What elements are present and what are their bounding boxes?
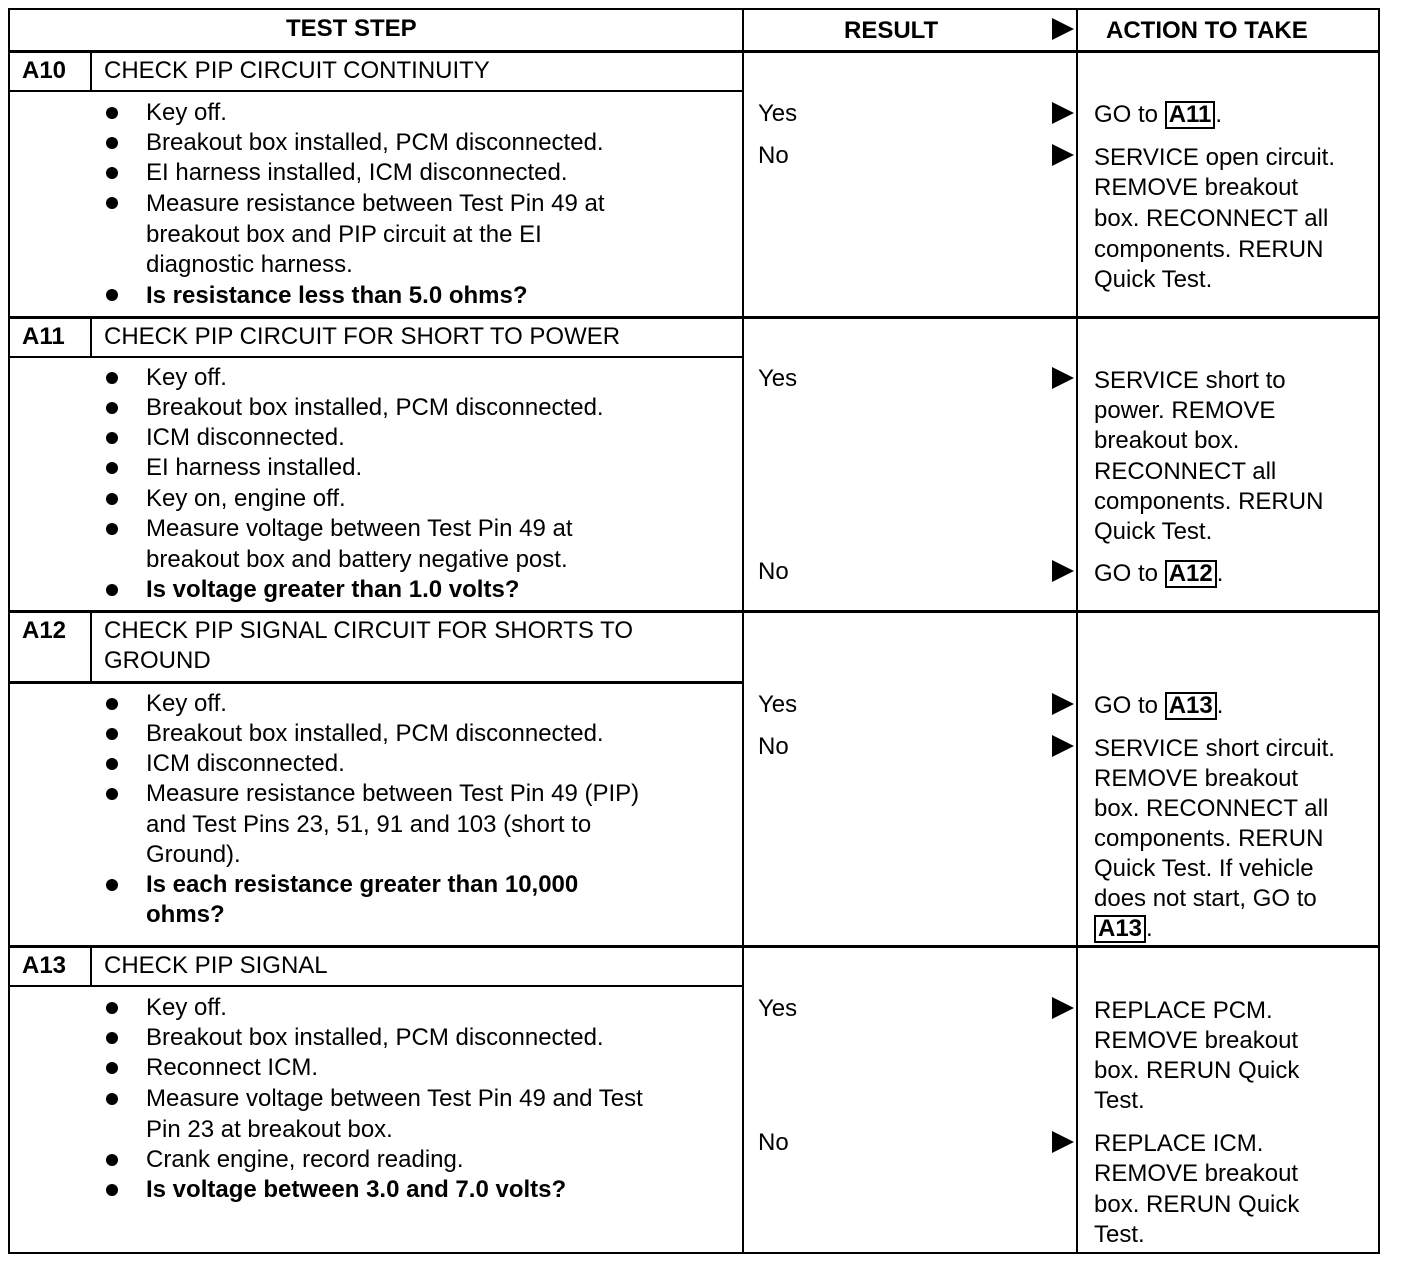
a12-action-no-line-1: SERVICE short circuit. (1094, 735, 1335, 762)
a11-action-no (1094, 559, 1223, 589)
a11-step-id: A11 (22, 323, 65, 350)
go-to-label: GO to (1094, 560, 1165, 587)
bullet-icon (106, 107, 118, 119)
a10-step-id: A10 (22, 57, 67, 84)
a13-bullet-4-line-1: Measure voltage between Test Pin 49 and Test (146, 1085, 643, 1112)
a12-title-underline (8, 681, 743, 684)
a12-action-no-line-6: does not start, GO to (1094, 885, 1317, 912)
bullet-icon (106, 879, 118, 891)
a13-id-divider (90, 947, 92, 987)
a12-yes-arrow-icon (1052, 693, 1074, 715)
a11-yes-arrow-icon (1052, 367, 1074, 389)
step-ref-a13[interactable]: A13 (1094, 915, 1146, 943)
a10-bullet-3: EI harness installed, ICM disconnected. (146, 159, 568, 186)
a10-bullet-2: Breakout box installed, PCM disconnected. (146, 129, 604, 156)
a13-bullet-1: Key off. (146, 994, 227, 1021)
a13-action-no-line-2: REMOVE breakout (1094, 1160, 1299, 1187)
a13-step-id: A13 (22, 952, 67, 979)
a11-question: Is voltage greater than 1.0 volts? (146, 576, 520, 603)
bullet-icon (106, 197, 118, 209)
bullet-icon (106, 402, 118, 414)
a11-bullet-6-line-2: breakout box and battery negative post. (146, 546, 568, 573)
a13-action-yes-line-4: Test. (1094, 1087, 1145, 1114)
header-arrow-icon (1052, 18, 1074, 40)
bullet-icon (106, 698, 118, 710)
table-border-right (1378, 8, 1380, 1254)
a12-bullet-2: Breakout box installed, PCM disconnected. (146, 720, 604, 747)
bullet-icon (106, 1154, 118, 1166)
a10-action-no-line-3: box. RECONNECT all (1094, 205, 1329, 232)
a12-action-no-line-2: REMOVE breakout (1094, 765, 1299, 792)
table-border-top (8, 8, 1380, 10)
bullet-icon (106, 758, 118, 770)
a10-result-yes: Yes (758, 100, 798, 127)
a10-id-divider (90, 52, 92, 92)
a10-action-no-line-4: components. RERUN (1094, 236, 1324, 263)
bullet-icon (106, 167, 118, 179)
bullet-icon (106, 462, 118, 474)
header-result: RESULT (844, 17, 939, 44)
a13-no-arrow-icon (1052, 1131, 1074, 1153)
a12-action-no-line-4: components. RERUN (1094, 825, 1324, 852)
go-to-label: GO to (1094, 692, 1165, 719)
a10-result-no: No (758, 142, 789, 169)
a10-action-no-line-2: REMOVE breakout (1094, 174, 1299, 201)
a11-bullet-1: Key off. (146, 364, 227, 391)
a13-yes-arrow-icon (1052, 997, 1074, 1019)
a11-action-yes-line-4: RECONNECT all (1094, 458, 1277, 485)
bullet-icon (106, 1184, 118, 1196)
a12-action-no-ref (1094, 914, 1153, 944)
a12-no-arrow-icon (1052, 735, 1074, 757)
go-to-label: GO to (1094, 101, 1165, 128)
a13-action-no-line-3: box. RERUN Quick (1094, 1191, 1300, 1218)
a10-action-no-line-1: SERVICE open circuit. (1094, 144, 1335, 171)
header-action: ACTION TO TAKE (1106, 17, 1308, 44)
period: . (1215, 101, 1223, 128)
bullet-icon (106, 584, 118, 596)
a11-bullet-6-line-1: Measure voltage between Test Pin 49 at (146, 515, 573, 542)
a10-yes-arrow-icon (1052, 102, 1074, 124)
column-divider-result (742, 8, 744, 1254)
a11-bullet-5: Key on, engine off. (146, 485, 346, 512)
a11-bullet-2: Breakout box installed, PCM disconnected. (146, 394, 604, 421)
step-ref-a13[interactable]: A13 (1165, 692, 1217, 720)
period: . (1216, 560, 1224, 587)
a13-action-no-line-1: REPLACE ICM. (1094, 1130, 1264, 1157)
a12-bullet-4-line-1: Measure resistance between Test Pin 49 (PIP) (146, 780, 640, 807)
a10-bullet-4-line-1: Measure resistance between Test Pin 49 at (146, 190, 605, 217)
a13-result-no: No (758, 1129, 789, 1156)
a12-question-line-1: Is each resistance greater than 10,000 (146, 871, 579, 898)
a11-title-underline (8, 356, 743, 358)
a13-bullet-4-line-2: Pin 23 at breakout box. (146, 1116, 393, 1143)
period: . (1146, 915, 1153, 942)
a12-bullet-4-line-3: Ground). (146, 841, 241, 868)
a11-bullet-3: ICM disconnected. (146, 424, 345, 451)
a11-action-yes-line-1: SERVICE short to (1094, 367, 1286, 394)
bullet-icon (106, 289, 118, 301)
bullet-icon (106, 523, 118, 535)
a13-action-yes-line-3: box. RERUN Quick (1094, 1057, 1300, 1084)
a10-bullet-4-line-2: breakout box and PIP circuit at the EI (146, 221, 542, 248)
section-divider-a11 (8, 316, 1380, 319)
a10-step-title: CHECK PIP CIRCUIT CONTINUITY (104, 57, 490, 84)
a11-action-yes-line-3: breakout box. (1094, 427, 1240, 454)
a11-action-yes-line-2: power. REMOVE (1094, 397, 1276, 424)
a13-question: Is voltage between 3.0 and 7.0 volts? (146, 1176, 567, 1203)
a13-title-underline (8, 985, 743, 987)
a11-no-arrow-icon (1052, 560, 1074, 582)
bullet-icon (106, 432, 118, 444)
a12-action-no-line-5: Quick Test. If vehicle (1094, 855, 1314, 882)
a12-action-yes (1094, 691, 1223, 721)
section-divider-a13 (8, 945, 1380, 948)
a12-id-divider (90, 612, 92, 683)
a11-bullet-4: EI harness installed. (146, 454, 363, 481)
bullet-icon (106, 372, 118, 384)
a12-bullet-3: ICM disconnected. (146, 750, 345, 777)
a12-result-no: No (758, 733, 789, 760)
bullet-icon (106, 137, 118, 149)
a11-result-no: No (758, 558, 789, 585)
a13-action-yes-line-2: REMOVE breakout (1094, 1027, 1299, 1054)
section-divider-a12 (8, 610, 1380, 613)
a13-action-yes-line-1: REPLACE PCM. (1094, 997, 1273, 1024)
period: . (1216, 692, 1224, 719)
a10-no-arrow-icon (1052, 144, 1074, 166)
table-border-left (8, 8, 10, 1254)
a13-bullet-2: Breakout box installed, PCM disconnected. (146, 1024, 604, 1051)
a11-id-divider (90, 318, 92, 358)
a11-action-yes-line-6: Quick Test. (1094, 518, 1213, 545)
header-test-step: TEST STEP (286, 15, 417, 42)
a12-step-title-line-2: GROUND (104, 647, 211, 674)
a13-action-no-line-4: Test. (1094, 1221, 1145, 1248)
a13-result-yes: Yes (758, 995, 798, 1022)
a10-action-yes (1094, 100, 1222, 130)
header-divider (8, 50, 1380, 53)
bullet-icon (106, 1062, 118, 1074)
a12-action-no-line-3: box. RECONNECT all (1094, 795, 1329, 822)
step-ref-a11[interactable]: A11 (1165, 101, 1216, 129)
a12-bullet-1: Key off. (146, 690, 227, 717)
table-border-bottom (8, 1252, 1380, 1254)
a11-result-yes: Yes (758, 365, 798, 392)
bullet-icon (106, 788, 118, 800)
a13-bullet-3: Reconnect ICM. (146, 1054, 319, 1081)
a12-bullet-4-line-2: and Test Pins 23, 51, 91 and 103 (short to (146, 811, 592, 838)
a10-bullet-4-line-3: diagnostic harness. (146, 251, 353, 278)
bullet-icon (106, 1032, 118, 1044)
column-divider-action (1076, 8, 1078, 1254)
a11-step-title: CHECK PIP CIRCUIT FOR SHORT TO POWER (104, 323, 621, 350)
a11-action-yes-line-5: components. RERUN (1094, 488, 1324, 515)
a12-step-title-line-1: CHECK PIP SIGNAL CIRCUIT FOR SHORTS TO (104, 617, 633, 644)
a12-step-id: A12 (22, 617, 67, 644)
step-ref-a12[interactable]: A12 (1165, 560, 1217, 588)
bullet-icon (106, 1093, 118, 1105)
diagnostic-table (8, 8, 1380, 1254)
a10-title-underline (8, 90, 743, 92)
a13-bullet-5: Crank engine, record reading. (146, 1146, 464, 1173)
a10-question: Is resistance less than 5.0 ohms? (146, 282, 528, 309)
a10-bullet-1: Key off. (146, 99, 227, 126)
bullet-icon (106, 728, 118, 740)
bullet-icon (106, 1002, 118, 1014)
bullet-icon (106, 493, 118, 505)
a13-step-title: CHECK PIP SIGNAL (104, 952, 328, 979)
a12-question-line-2: ohms? (146, 901, 225, 928)
a12-result-yes: Yes (758, 691, 798, 718)
a10-action-no-line-5: Quick Test. (1094, 266, 1213, 293)
